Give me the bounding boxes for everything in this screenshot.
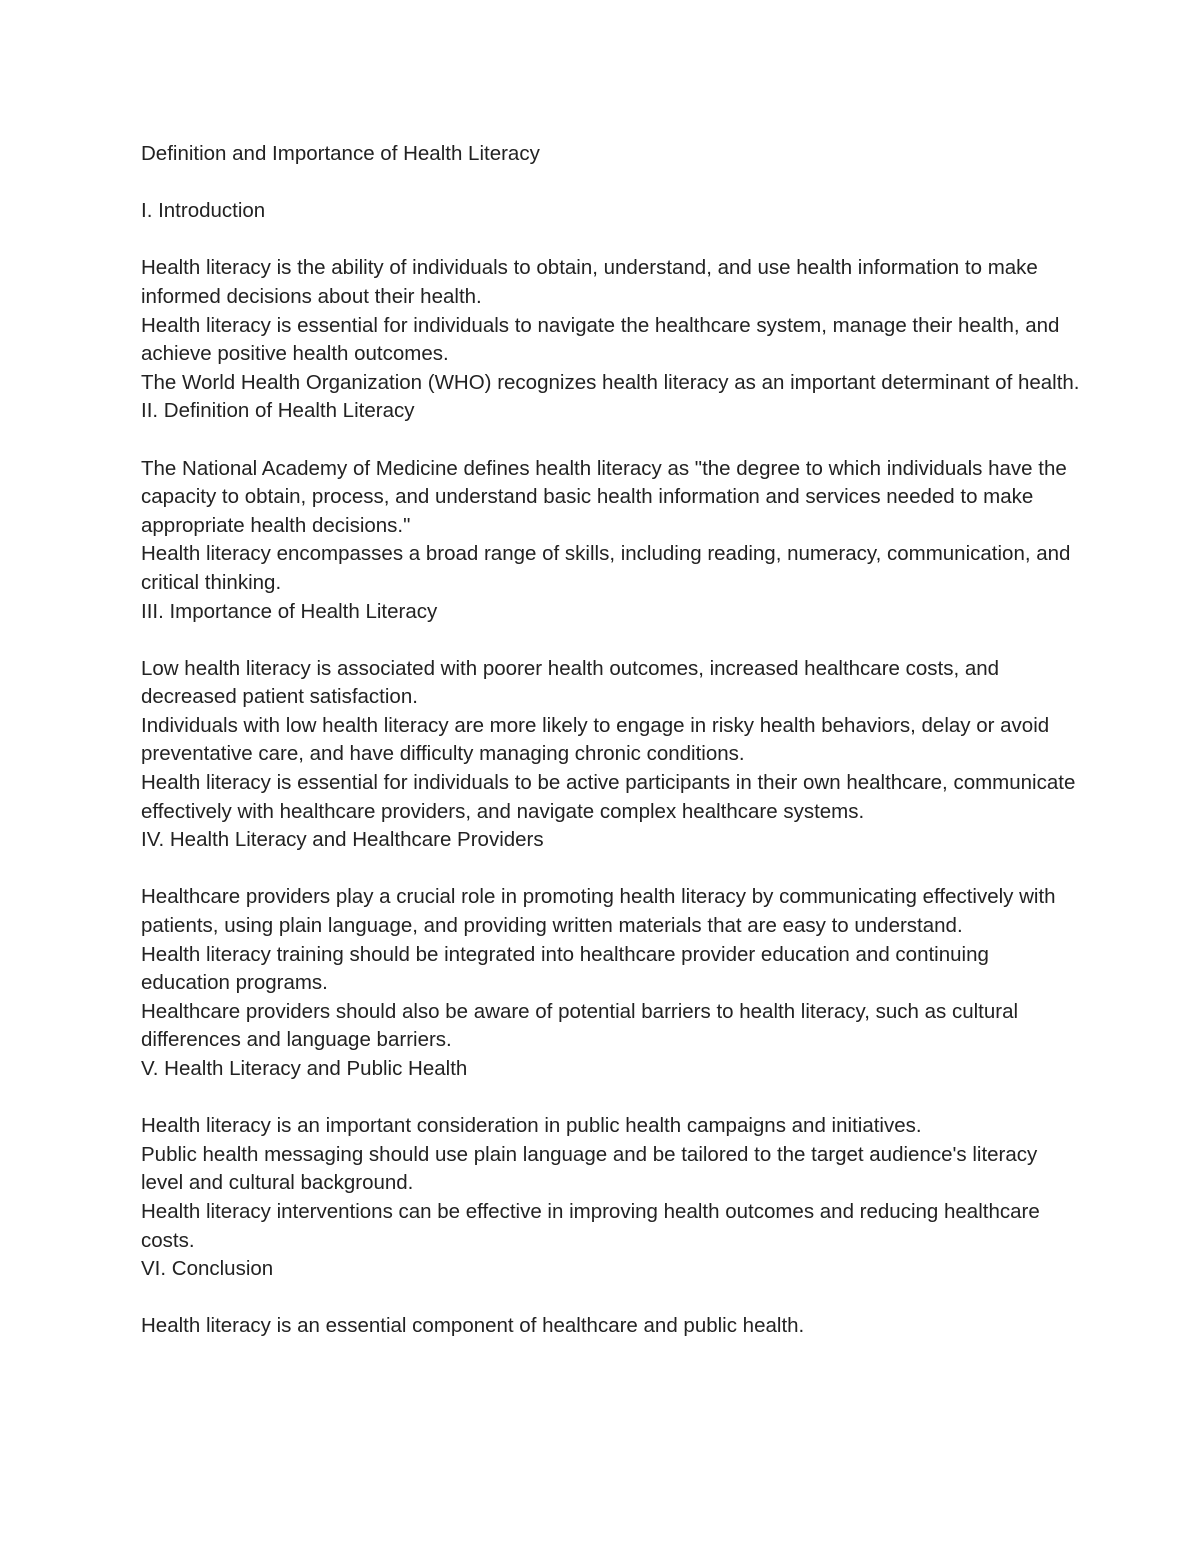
paragraph: The World Health Organization (WHO) recognizes health literacy as an important determinant of health. [141,370,1080,394]
section-heading-public-health: V. Health Literacy and Public Health [141,1057,468,1080]
document-title: Definition and Importance of Health Literacy [141,142,540,165]
paragraph: Health literacy encompasses a broad range of skills, including reading, numeracy, communication, and critical thinking. [141,542,1071,594]
section-heading-healthcare-providers: IV. Health Literacy and Healthcare Providers [141,828,544,852]
section-heading-definition: II. Definition of Health Literacy [141,399,415,423]
paragraph: Health literacy interventions can be effective in improving health outcomes and reducing healthcare costs. [141,1199,1040,1252]
spacer [141,226,1081,255]
paragraph: Healthcare providers should also be aware of potential barriers to health literacy, such as cultural differences and language barriers. [141,999,1019,1052]
spacer [141,426,1081,455]
section-heading-conclusion: VI. Conclusion [141,1257,274,1281]
paragraph: Health literacy is the ability of individuals to obtain, understand, and use health information to make informed decisions about their health. [141,256,1038,308]
paragraph: Health literacy training should be integrated into healthcare provider education and continuing education programs. [141,942,989,995]
paragraph: Individuals with low health literacy are more likely to engage in risky health behaviors, delay or avoid preventative care, and have difficulty managing chronic conditions. [141,713,1050,766]
paragraph: Health literacy is essential for individuals to navigate the healthcare system, manage their health, and achieve positive health outcomes. [141,313,1060,366]
section-heading-introduction: I. Introduction [141,199,266,223]
spacer [141,626,1081,655]
spacer [141,169,1081,198]
section-heading-importance: III. Importance of Health Literacy [141,599,438,623]
spacer [141,1284,1081,1313]
paragraph: Healthcare providers play a crucial role in promoting health literacy by communicating effectively with patients, using plain language, and providing written materials that are easy to understand. [141,885,1056,938]
paragraph: Health literacy is an important consideration in public health campaigns and initiatives. [141,1114,922,1138]
spacer [141,1084,1081,1113]
paragraph: Health literacy is essential for individuals to be active participants in their own healthcare, communicate effectively with healthcare providers, and navigate complex healthcare systems. [141,771,1076,823]
spacer [141,855,1081,884]
document-body [141,140,1081,1341]
paragraph: Low health literacy is associated with poorer health outcomes, increased healthcare costs, and decreased patient satisfaction. [141,656,1000,709]
paragraph: Public health messaging should use plain language and be tailored to the target audience's literacy level and cultural background. [141,1142,1038,1195]
paragraph: Health literacy is an essential component of healthcare and public health. [141,1314,805,1338]
paragraph: The National Academy of Medicine defines health literacy as "the degree to which individuals have the capacity to obtain, process, and understand basic health information and services needed to make appropriate health decisions." [141,456,1067,537]
